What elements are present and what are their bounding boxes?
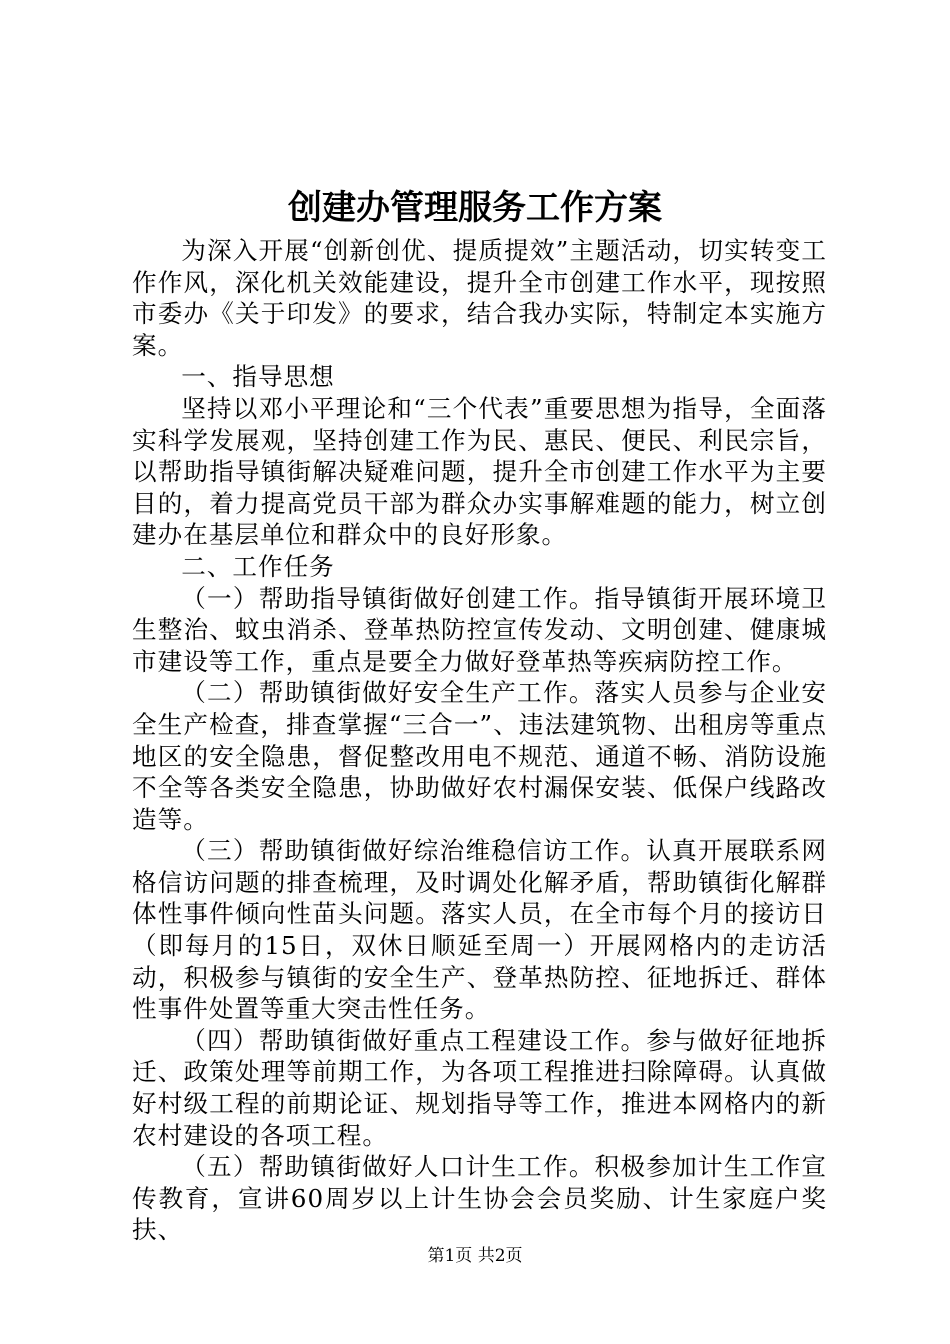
section-heading-guiding-ideology: 一、指导思想	[181, 362, 335, 392]
task-paragraph-2: （二）帮助镇街做好安全生产工作。落实人员参与企业安全生产检查，排查掌握“三合一”、违法建筑物、出租房等重点地区的安全隐患，督促整改用电不规范、通道不畅、消防设施不全等各类安全隐患，协助做好农村漏保安装、低保户线路改造等。	[132, 678, 827, 834]
task-paragraph-1: （一）帮助指导镇街做好创建工作。指导镇街开展环境卫生整治、蚊虫消杀、登革热防控宣传发动、文明创建、健康城市建设等工作，重点是要全力做好登革热等疾病防控工作。	[132, 583, 827, 676]
page-footer: 第1页 共2页	[427, 1246, 523, 1266]
task-paragraph-5: （五）帮助镇街做好人口计生工作。积极参加计生工作宣传教育，宣讲60周岁以上计生协会会员奖励、计生家庭户奖扶、	[132, 1152, 827, 1245]
task-paragraph-3: （三）帮助镇街做好综治维稳信访工作。认真开展联系网格信访问题的排查梳理，及时调处化解矛盾，帮助镇街化解群体性事件倾向性苗头问题。落实人员，在全市每个月的接访日（即每月的15日，双休日顺延至周一）开展网格内的走访活动，积极参与镇街的安全生产、登革热防控、征地拆迁、群体性事件处置等重大突击性任务。	[132, 836, 827, 1024]
task-paragraph-4: （四）帮助镇街做好重点工程建设工作。参与做好征地拆迁、政策处理等前期工作，为各项工程推进扫除障碍。认真做好村级工程的前期论证、规划指导等工作，推进本网格内的新农村建设的各项工程。	[132, 1025, 827, 1150]
intro-paragraph: 为深入开展“创新创优、提质提效”主题活动，切实转变工作作风，深化机关效能建设，提升全市创建工作水平，现按照市委办《关于印发》的要求，结合我办实际，特制定本实施方案。	[132, 236, 827, 360]
guiding-ideology-paragraph: 坚持以邓小平理论和“三个代表”重要思想为指导，全面落实科学发展观，坚持创建工作为民、惠民、便民、利民宗旨，以帮助指导镇街解决疑难问题，提升全市创建工作水平为主要目的，着力提高党员干部为群众办实事解难题的能力，树立创建办在基层单位和群众中的良好形象。	[132, 393, 827, 550]
document-body	[132, 235, 827, 1246]
section-heading-work-tasks: 二、工作任务	[181, 551, 335, 581]
document-title: 创建办管理服务工作方案	[288, 188, 662, 228]
